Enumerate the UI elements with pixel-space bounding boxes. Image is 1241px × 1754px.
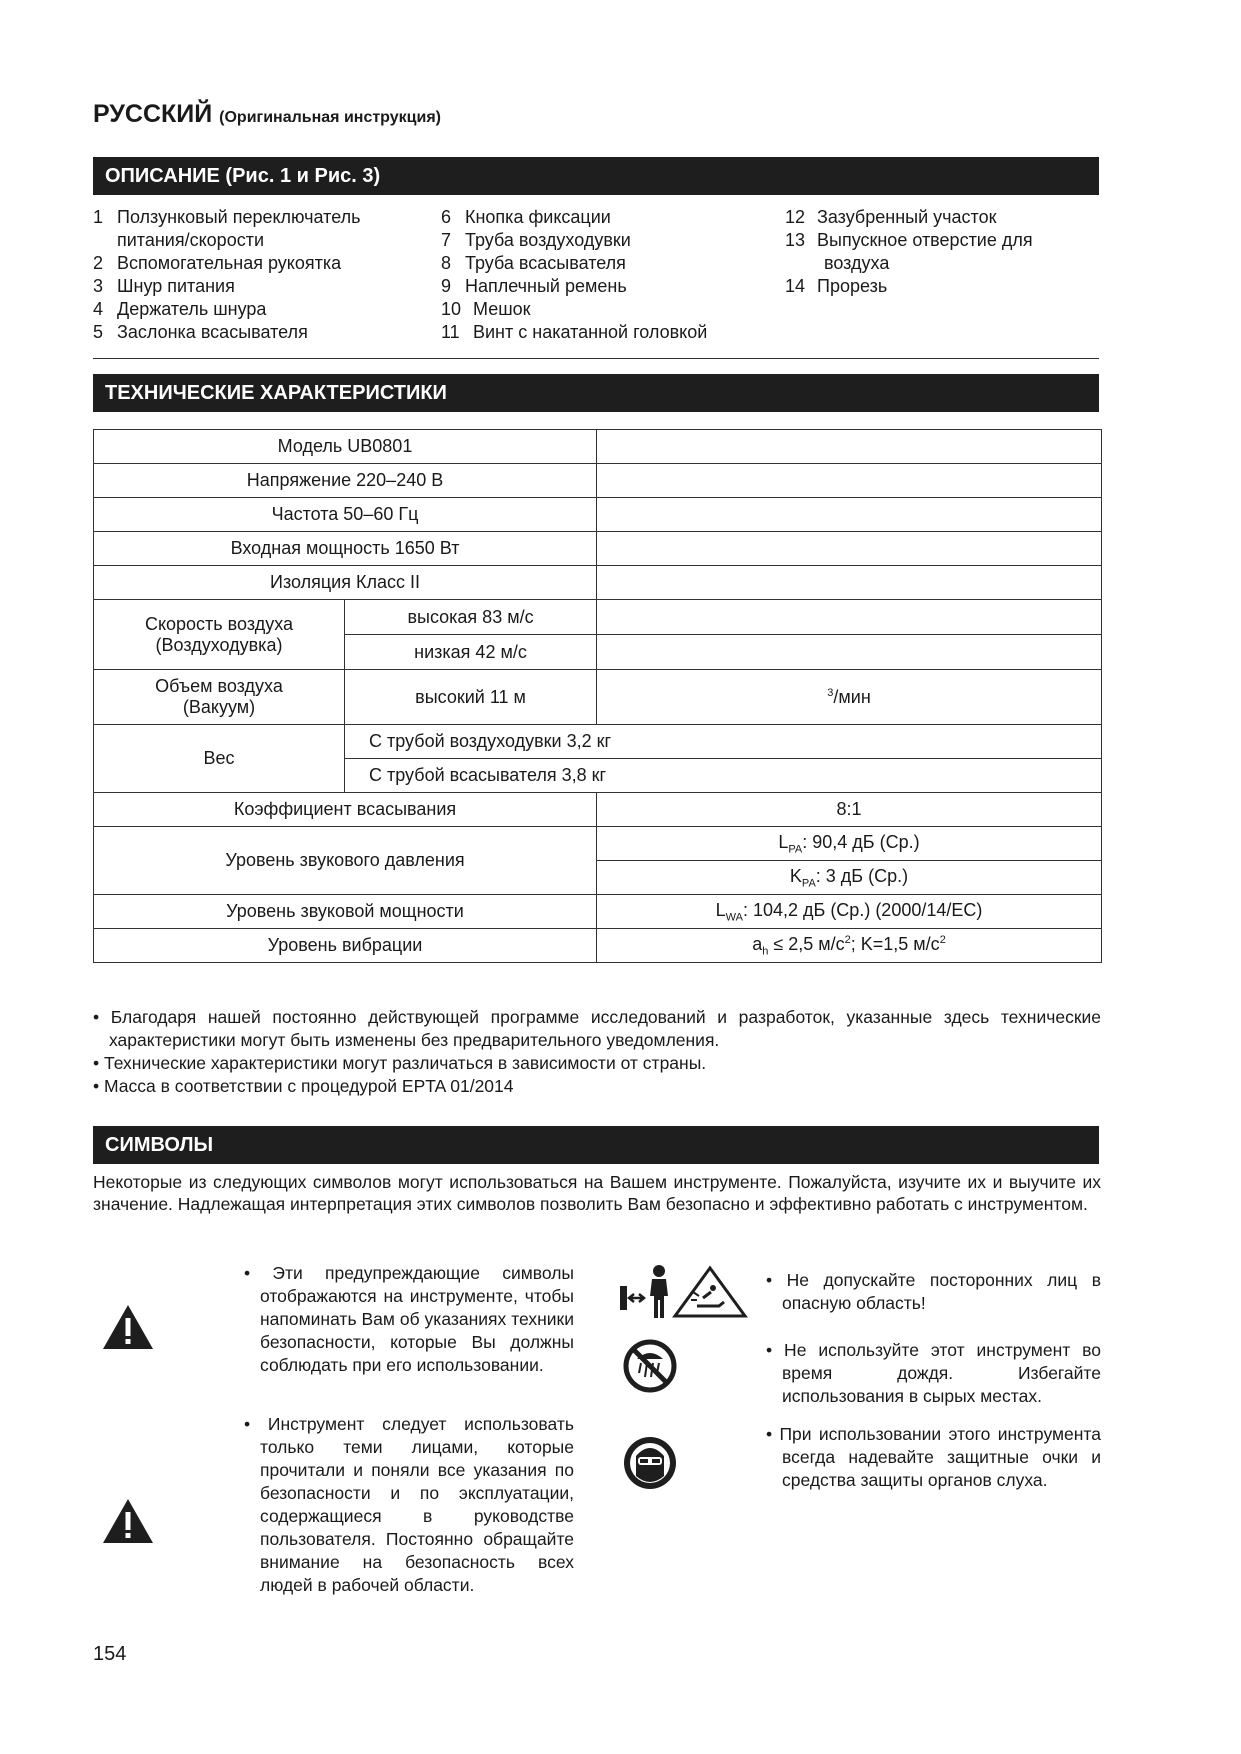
spec-air-speed-low: низкая 42 м/с: [345, 635, 597, 670]
page-language-heading: [93, 100, 441, 129]
note-item: • Технические характеристики могут различаться в зависимости от страны.: [93, 1053, 707, 1073]
table-row: [94, 498, 1102, 532]
table-row: [94, 600, 1102, 635]
warning-triangle-icon: [101, 1497, 155, 1550]
part-item: 11 Винт с накатанной головкой: [441, 322, 708, 342]
part-item: 9 Наплечный ремень: [441, 276, 627, 296]
description-column-2: [441, 206, 707, 344]
symbols-heading: СИМВОЛЫ: [93, 1126, 1099, 1164]
spec-vibration: $a_h \le 2,5$ $м/с^2$; K=1,5 $м/с^2$: [597, 929, 1102, 963]
symbol-text-read-manual: • Инструмент следует использовать только теми лицами, которые прочитали и поняли все указания по безопасности и по эксплуатации, содержащиеся в руководстве пользователя. Постоянно обращайте внимание на безопасность всех людей в рабочей области.: [244, 1414, 574, 1595]
symbols-intro: Некоторые из следующих символов могут использоваться на Вашем инструменте. Пожалуйста, изучите их и выучите их значение. Надлежащая интерпретация этих символов позволить Вам безопасно и эффективно работать с инструментом.: [93, 1172, 1101, 1214]
spec-insulation: Изоляция Класс II: [94, 566, 597, 600]
part-item: 13 Выпускное отверстие для воздуха: [785, 230, 1033, 273]
part-item: 5 Заслонка всасывателя: [93, 322, 308, 342]
table-row: [94, 430, 1102, 464]
specifications-heading: ТЕХНИЧЕСКИЕ ХАРАКТЕРИСТИКИ: [93, 374, 1099, 412]
symbol-text-bystanders: • Не допускайте посторонних лиц в опасную область!: [766, 1270, 1101, 1313]
table-row: [94, 827, 1102, 861]
spec-air-volume-unit: $^3$/мин: [597, 670, 1102, 725]
part-item: 7 Труба воздуходувки: [441, 230, 631, 250]
part-item: 1 Ползунковый переключатель питания/скорости: [93, 207, 361, 250]
part-item: 12 Зазубренный участок: [785, 207, 997, 227]
table-row: [94, 670, 1102, 725]
spec-air-speed-high: высокая 83 м/с: [345, 600, 597, 635]
spec-lpa: $L_{PA}$: 90,4 дБ (Ср.): [597, 827, 1102, 861]
spec-suction-value: 8:1: [597, 793, 1102, 827]
table-row: [94, 929, 1102, 963]
no-rain-icon: [623, 1339, 677, 1398]
specifications-table: [93, 429, 1102, 963]
spec-voltage: Напряжение 220–240 В: [94, 464, 597, 498]
part-item: 6 Кнопка фиксации: [441, 207, 611, 227]
language-title: РУССКИЙ: [93, 100, 213, 128]
spec-air-volume-label: Объем воздуха (Вакуум): [94, 670, 345, 725]
part-item: 2 Вспомогательная рукоятка: [93, 253, 342, 273]
spec-suction-label: Коэффициент всасывания: [94, 793, 597, 827]
spec-power: Входная мощность 1650 Вт: [94, 532, 597, 566]
spec-weight-label: Вес: [94, 725, 345, 793]
warning-triangle-icon: [101, 1303, 155, 1356]
spec-air-speed-label: Скорость воздуха (Воздуходувка): [94, 600, 345, 670]
page-number: 154: [93, 1643, 127, 1665]
spec-vibration-label: Уровень вибрации: [94, 929, 597, 963]
spec-lwa: $L_{WA}$: 104,2 дБ (Ср.) (2000/14/EC): [597, 895, 1102, 929]
section-divider: [93, 358, 1099, 359]
part-item: 10 Мешок: [441, 299, 531, 319]
table-row: [94, 725, 1102, 759]
part-item: 8 Труба всасывателя: [441, 253, 626, 273]
spec-power-level-label: Уровень звуковой мощности: [94, 895, 597, 929]
table-row: [94, 464, 1102, 498]
language-subtitle: (Оригинальная инструкция): [219, 109, 441, 126]
spec-weight-blower: С трубой воздуходувки 3,2 кг: [345, 725, 1102, 759]
spec-kpa: $K_{PA}$: 3 дБ (Ср.): [597, 861, 1102, 895]
spec-notes: [93, 1006, 1101, 1098]
spec-air-volume-high: высокий 11 м: [345, 670, 597, 725]
note-item: • Масса в соответствии с процедурой EPTA 01/2014: [93, 1076, 514, 1096]
spec-frequency: Частота 50–60 Гц: [94, 498, 597, 532]
table-row: [94, 895, 1102, 929]
symbol-text-protection: • При использовании этого инструмента всегда надевайте защитные очки и средства защиты органов слуха.: [766, 1424, 1101, 1490]
description-column-3: [785, 206, 1033, 298]
spec-weight-vacuum: С трубой всасывателя 3,8 кг: [345, 759, 1102, 793]
table-row: [94, 566, 1102, 600]
note-item: • Благодаря нашей постоянно действующей программе исследований и разработок, указанные здесь технические характеристики могут быть изменены без предварительного уведомления.: [93, 1007, 1101, 1050]
keep-bystanders-away-icon: [619, 1262, 749, 1325]
part-item: 4 Держатель шнура: [93, 299, 267, 319]
spec-model: Модель UB0801: [94, 430, 597, 464]
part-item: 3 Шнур питания: [93, 276, 235, 296]
eye-ear-protection-icon: [623, 1436, 677, 1495]
table-row: [94, 532, 1102, 566]
table-row: [94, 793, 1102, 827]
description-heading: ОПИСАНИЕ (Рис. 1 и Рис. 3): [93, 157, 1099, 195]
part-item: 14 Прорезь: [785, 276, 888, 296]
spec-pressure-label: Уровень звукового давления: [94, 827, 597, 895]
description-column-1: [93, 206, 360, 344]
symbol-text-rain: • Не используйте этот инструмент во время дождя. Избегайте использования в сырых местах.: [766, 1340, 1101, 1406]
symbol-text-warning: • Эти предупреждающие символы отображаются на инструменте, чтобы напоминать Вам об указаниях техники безопасности, которые Вы должны соблюдать при его использовании.: [244, 1263, 574, 1375]
